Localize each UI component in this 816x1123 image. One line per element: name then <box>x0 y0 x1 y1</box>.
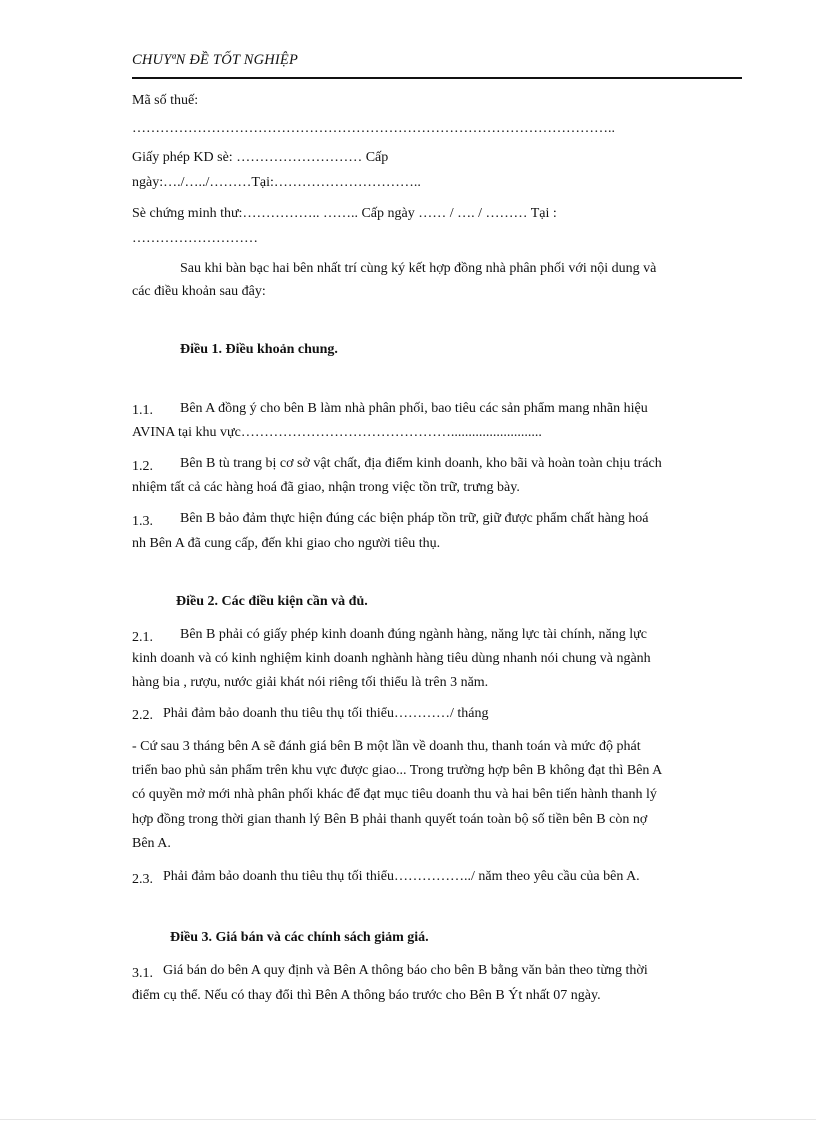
clause-number: 1.3. <box>132 514 153 529</box>
page-bottom-edge <box>0 1119 816 1120</box>
article-3-title: Điều 3. Giá bán và các chính sách giảm giá. <box>170 930 429 945</box>
clause-number: 2.3. <box>132 872 153 887</box>
clause-2-1-line-3: hàng bia , rượu, nước giải khát nói riêng tối thiểu là trên 3 năm. <box>132 675 489 690</box>
clause-3-1-line-1: Giá bán do bên A quy định và Bên A thông báo cho bên B bằng văn bản theo từng thời <box>163 963 648 978</box>
clause-number: 1.2. <box>132 459 153 474</box>
article-2-title: Điều 2. Các điều kiện cần và đủ. <box>176 594 368 609</box>
clause-1-3-line-2: nh Bên A đã cung cấp, đến khi giao cho người tiêu thụ. <box>132 536 441 551</box>
clause-2-1-line-1: Bên B phải có giấy phép kinh doanh đúng ngành hàng, năng lực tài chính, năng lực <box>180 627 647 642</box>
para-line-5: Bên A. <box>132 836 171 851</box>
running-header: CHUYªN ĐỀ TỐT NGHIỆP <box>132 52 299 68</box>
id-line-1: Sè chứng minh thư:…………….. …….. Cấp ngày …… / …. / ……… Tại : <box>132 206 557 221</box>
clause-1-1-line-2: AVINA tại khu vực……………………………………….......................... <box>132 425 542 440</box>
clause-2-2-text: Phải đảm bảo doanh thu tiêu thụ tối thiểu…………/ tháng <box>163 706 489 721</box>
clause-2-1-line-2: kinh doanh và có kinh nghiệm kinh doanh nghành hàng tiêu dùng nhanh nói chung và ngành <box>132 651 651 666</box>
clause-1-1-line-1: Bên A đồng ý cho bên B làm nhà phân phối, bao tiêu các sản phẩm mang nhãn hiệu <box>180 401 648 416</box>
clause-2-3-text: Phải đảm bảo doanh thu tiêu thụ tối thiểu……………../ năm theo yêu cầu của bên A. <box>163 869 640 884</box>
clause-number: 1.1. <box>132 403 153 418</box>
para-line-3: có quyền mở mới nhà phân phối khác để đạt mục tiêu doanh thu và hai bên tiến hành thanh lý <box>132 787 657 802</box>
clause-number: 3.1. <box>132 966 153 981</box>
tax-dots: ………………………………………………………………………………………….. <box>132 121 615 136</box>
para-line-1: - Cứ sau 3 tháng bên A sẽ đánh giá bên B một lần về doanh thu, thanh toán và mức độ phát <box>132 739 641 754</box>
clause-number: 2.1. <box>132 630 153 645</box>
id-line-2: ……………………… <box>132 231 258 246</box>
para-line-2: triển bao phủ sản phẩm trên khu vực được giao... Trong trường hợp bên B không đạt thì Bên A <box>132 763 663 778</box>
clause-3-1-line-2: điểm cụ thể. Nếu có thay đổi thì Bên A thông báo trước cho Bên B Ýt nhất 07 ngày. <box>132 988 601 1003</box>
clause-1-2-line-2: nhiệm tất cả các hàng hoá đã giao, nhận trong việc tồn trữ, trưng bày. <box>132 480 520 495</box>
intro-line-2: các điều khoản sau đây: <box>132 284 266 299</box>
license-line-1: Giấy phép KD sè: ……………………… Cấp <box>132 150 389 165</box>
para-line-4: hợp đồng trong thời gian thanh lý Bên B phải thanh quyết toán toàn bộ số tiền bên B còn nợ <box>132 812 648 827</box>
license-line-2: ngày:…./…../………Tại:………………………….. <box>132 175 421 190</box>
intro-line-1: Sau khi bàn bạc hai bên nhất trí cùng ký kết hợp đồng nhà phân phối với nội dung và <box>180 261 657 276</box>
article-1-title: Điều 1. Điều khoản chung. <box>180 342 338 357</box>
header-rule <box>132 77 742 79</box>
clause-number: 2.2. <box>132 708 153 723</box>
clause-1-3-line-1: Bên B bảo đảm thực hiện đúng các biện pháp tồn trữ, giữ được phẩm chất hàng hoá <box>180 511 649 526</box>
tax-label: Mã số thuế: <box>132 93 199 108</box>
clause-1-2-line-1: Bên B tù trang bị cơ sở vật chất, địa điểm kinh doanh, kho bãi và hoàn toàn chịu trách <box>180 456 662 471</box>
